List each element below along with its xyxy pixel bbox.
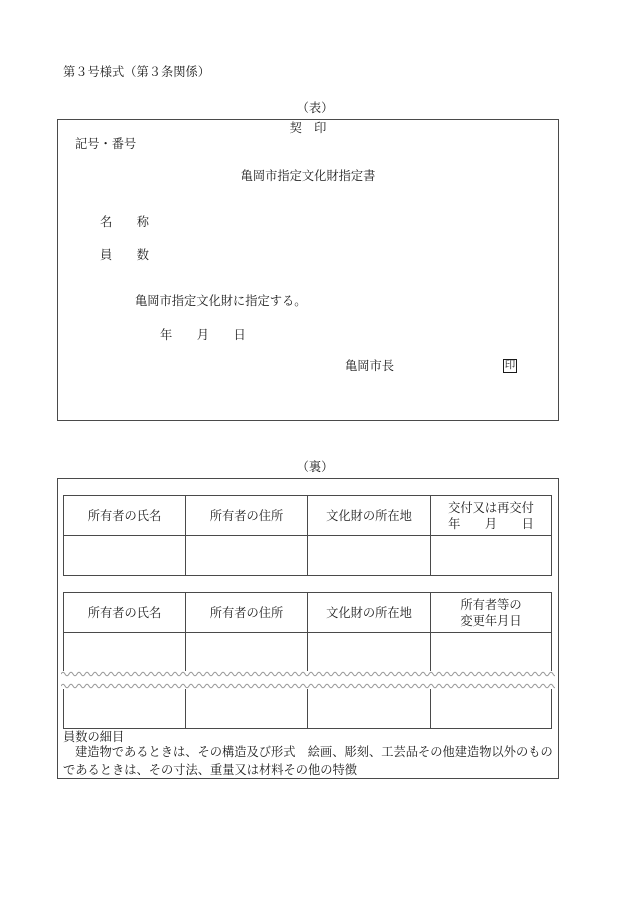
- front-side-label: （表）: [296, 101, 334, 115]
- header-text: 所有者の住所: [209, 605, 284, 620]
- table-cell: [186, 536, 308, 576]
- table-cell: [64, 536, 186, 576]
- table-cell: [308, 536, 431, 576]
- header-text: 変更年月日: [460, 613, 522, 628]
- notes-title: 員数の細目: [63, 730, 125, 744]
- back-side-label: （裏）: [296, 460, 334, 474]
- table-header-cell: [186, 593, 308, 633]
- table-break-wave: [61, 671, 555, 689]
- table-header-cell: [431, 496, 552, 536]
- table-header-cell: [186, 496, 308, 536]
- header-text: 文化財の所在地: [326, 605, 412, 620]
- back-side-box: [57, 478, 559, 779]
- table-cell: [431, 536, 552, 576]
- count-label: 員 数: [100, 248, 149, 262]
- table-header-cell: [431, 593, 552, 633]
- designation-declaration: 亀岡市指定文化財に指定する。: [135, 294, 307, 308]
- table-cell: [308, 633, 431, 671]
- table-header-cell: [64, 593, 186, 633]
- break-wave-line: [61, 684, 555, 688]
- header-text: 所有者の住所: [209, 508, 284, 523]
- issuance-table: [63, 495, 552, 576]
- seal-stamp: 印: [504, 360, 516, 371]
- notes-text-line: 建造物であるときは、その構造及び形式 絵画、彫刻、工芸品その他建造物以外のもの: [75, 745, 553, 759]
- issue-date: 年 月 日: [160, 328, 246, 342]
- break-wave-line: [61, 672, 555, 676]
- change-table-continued: [63, 689, 552, 729]
- issuer-mayor: 亀岡市長: [345, 359, 394, 373]
- header-text: 交付又は再交付: [448, 500, 534, 515]
- header-text: 年 月 日: [448, 516, 534, 531]
- header-text: 文化財の所在地: [326, 508, 412, 523]
- table-cell: [64, 689, 186, 729]
- table-cell: [431, 633, 552, 671]
- table-header-cell: [308, 593, 431, 633]
- form-number: 第３号様式（第３条関係）: [63, 65, 210, 79]
- notes-text-line: であるときは、その寸法、重量又は材料その他の特徴: [63, 763, 357, 777]
- table-cell: [431, 689, 552, 729]
- table-header-cell: [308, 496, 431, 536]
- header-text: 所有者の氏名: [87, 605, 162, 620]
- certificate-title: 亀岡市指定文化財指定書: [240, 169, 376, 183]
- table-header-cell: [64, 496, 186, 536]
- table-cell: [308, 689, 431, 729]
- front-side-box: [57, 119, 559, 421]
- table-cell: [186, 633, 308, 671]
- header-text: 所有者の氏名: [87, 508, 162, 523]
- table-cell: [64, 633, 186, 671]
- code-number-label: 記号・番号: [75, 137, 137, 151]
- seal-mark: 契 印: [289, 121, 327, 135]
- change-table: [63, 592, 552, 671]
- header-text: 所有者等の: [460, 597, 522, 612]
- name-label: 名 称: [100, 215, 149, 229]
- table-cell: [186, 689, 308, 729]
